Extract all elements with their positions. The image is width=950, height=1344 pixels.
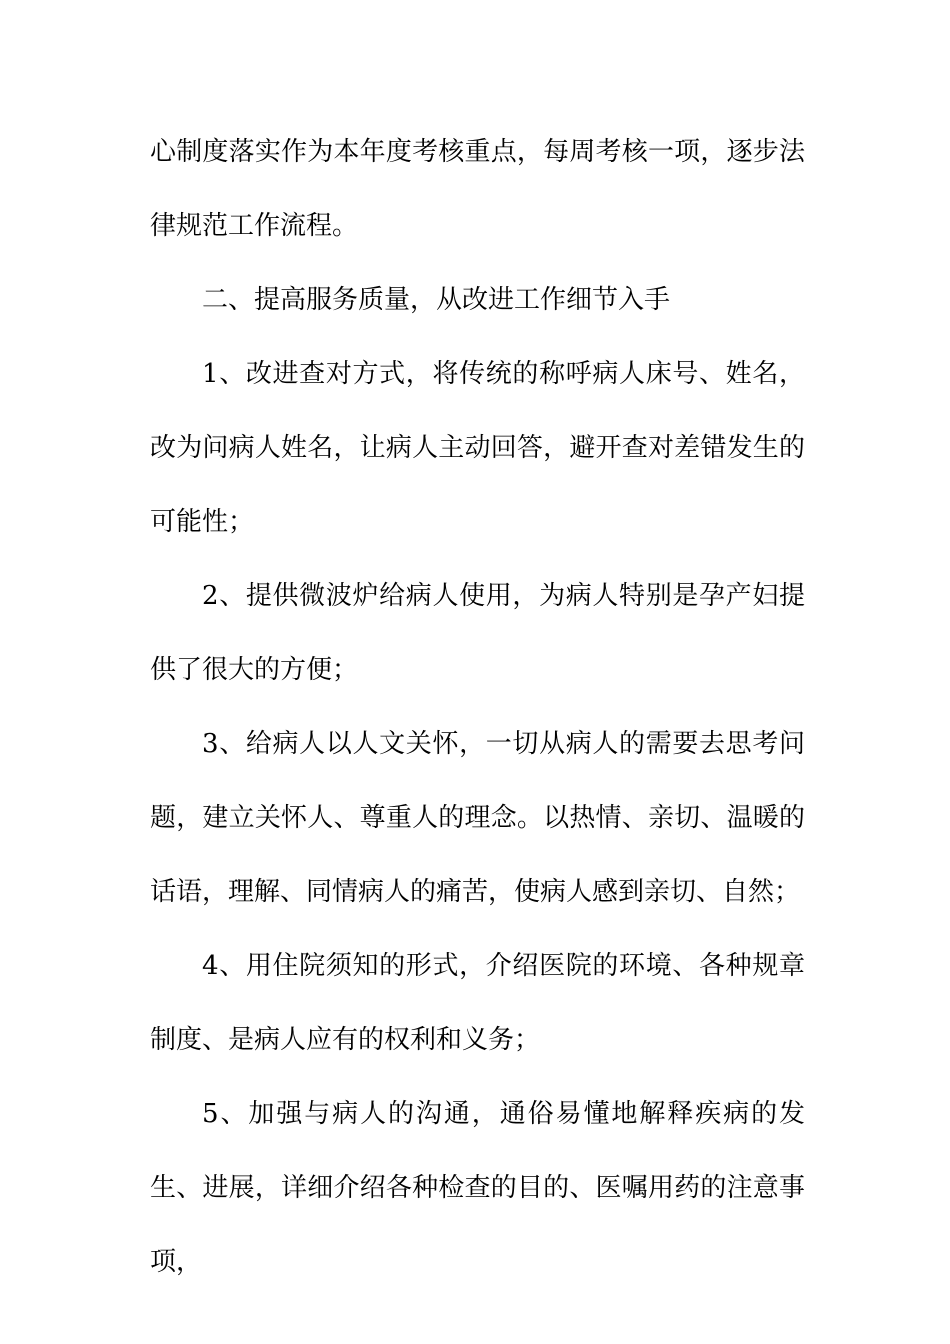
- paragraph-continued-intro: 心制度落实作为本年度考核重点，每周考核一项，逐步法律规范工作流程。: [150, 137, 805, 241]
- document-body: [150, 115, 805, 1299]
- section-heading-service-quality: 二、提高服务质量，从改进工作细节入手: [202, 285, 671, 315]
- list-item-4: 4、用住院须知的形式，介绍医院的环境、各种规章制度、是病人应有的权利和义务；: [150, 951, 805, 1055]
- list-item-3: 3、给病人以人文关怀，一切从病人的需要去思考问题，建立关怀人、尊重人的理念。以热情、亲切、温暖的话语，理解、同情病人的痛苦，使病人感到亲切、自然；: [150, 729, 805, 907]
- list-item-5: 5、加强与病人的沟通，通俗易懂地解释疾病的发生、进展，详细介绍各种检查的目的、医嘱用药的注意事项，: [150, 1099, 805, 1277]
- list-item-1: 1、改进查对方式，将传统的称呼病人床号、姓名，改为问病人姓名，让病人主动回答，避开查对差错发生的可能性；: [150, 359, 805, 537]
- list-item-2: 2、提供微波炉给病人使用，为病人特别是孕产妇提供了很大的方便；: [150, 581, 805, 685]
